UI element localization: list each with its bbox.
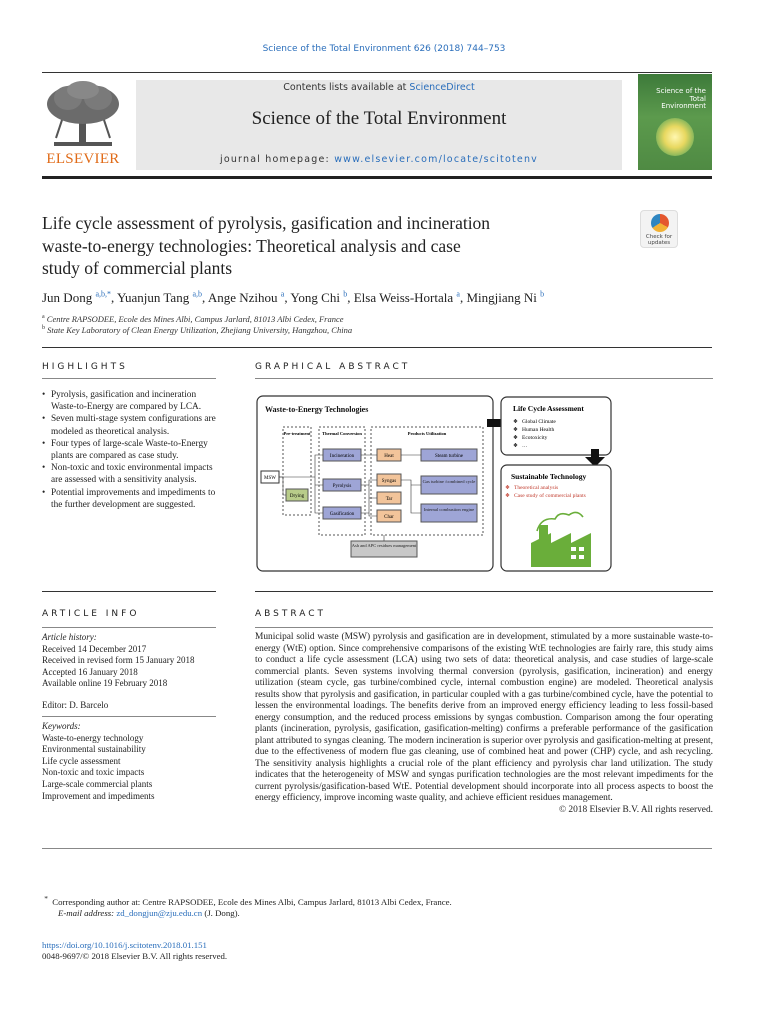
graphical-abstract-figure[interactable] xyxy=(255,383,715,573)
highlights-list xyxy=(42,389,218,511)
abstract-text: Municipal solid waste (MSW) pyrolysis and gasification are in development, stimulated by a more sustainable waste-to-energy (WtE) option. Since comprehensive comparisons of the existing WtE technologies are fairly rare, this study aims to conduct a life cycle assessment (LCA) using two sets of data: theoretical analysis, and case studies of large-scale commercial plants. Seven systems involving thermal conversion (pyrolysis, gasification, incineration) and energy utilization (steam cycle, gas turbine/combined cycle, internal combustion engine) are modeled. Theoretical analysis results show that pyrolysis and gasification, in particular coupled with a gas turbine/combined cycle, have the potential to lessen the environmental loadings. The benefits derive from an improved energy efficiency leading to less fossil-based energy consumption, and the reduced process emissions by syngas combustion. Comparison among the four operating plants (incineration, pyrolysis, gasification, gasification-melting) confirms a preferable performance of the gasification plant attributed to syngas cleaning. The modern incineration is superior over pyrolysis and gasification-melting at present, due to the effectiveness of modern flue gas cleaning, use of combined heat and power (CHP) cycle, and ash recycling. The sensitivity analysis highlights a crucial role of the plant efficiency and pyrolysis char land utilization. The study indicates that the heterogeneity of MSW and syngas purification technologies are the most relevant impediments for the current pyrolysis/gasification-based WtE. Potential development should incorporate into all process aspects to boost the energy efficiency, improve incoming waste quality, and achieve efficient residues management. xyxy=(255,632,713,803)
author[interactable]: Ange Nzihou $^a$, xyxy=(207,289,291,305)
tar-label: Tar xyxy=(385,497,393,502)
crossmark-icon xyxy=(651,214,669,232)
pyrolysis-label: Pyrolysis xyxy=(332,484,352,489)
editor: Editor: D. Barcelo xyxy=(42,700,109,710)
sciencedirect-link[interactable]: ScienceDirect xyxy=(409,82,475,93)
wte-title: Waste-to-Energy Technologies xyxy=(265,405,369,414)
issn-line: 0048-9697/© 2018 Elsevier B.V. All rights reserved. xyxy=(42,951,228,961)
history-item: Received 14 December 2017 xyxy=(42,643,147,654)
history-item: Received in revised form 15 January 2018 xyxy=(42,655,195,666)
keywords-rule xyxy=(42,716,216,717)
publisher-name: ELSEVIER xyxy=(46,151,120,167)
article-title xyxy=(42,212,602,280)
graphical-abstract-heading: GRAPHICAL ABSTRACT xyxy=(255,362,411,372)
title-line-1: Life cycle assessment of pyrolysis, gasification and incineration xyxy=(42,213,491,233)
lca-bullet-icon: ❖ xyxy=(513,435,518,441)
check-updates-line2: updates xyxy=(647,240,671,246)
highlight-item: • Four types of large-scale Waste-to-Energy plants are compared as case study. xyxy=(42,438,218,462)
author[interactable]: Yuanjun Tang $^{a,b}$, xyxy=(117,289,208,305)
lca-item: Ecotoxicity xyxy=(522,435,548,441)
homepage-prefix: journal homepage: xyxy=(219,154,335,165)
journal-banner xyxy=(136,80,622,170)
lca-bullet-icon: ❖ xyxy=(513,427,518,433)
elsevier-logo xyxy=(42,80,124,168)
st-bullet-icon: ❖ xyxy=(505,493,510,499)
history-item: Available online 19 February 2018 xyxy=(42,678,168,689)
affiliation-b: $^b$ State Key Laboratory of Clean Energy Utilization, Zhejiang University, Hangzhou, China xyxy=(42,325,353,335)
products-label: Products Utilization xyxy=(407,431,447,436)
check-for-updates-button[interactable] xyxy=(640,210,678,248)
contents-prefix: Contents lists available at xyxy=(283,82,410,93)
cover-flower-icon xyxy=(656,118,694,156)
masthead-bottom-rule xyxy=(42,176,712,179)
section-rule xyxy=(42,591,216,592)
author[interactable]: Elsa Weiss-Hortala $^a$, xyxy=(353,289,467,305)
keyword: Environmental sustainability xyxy=(42,744,146,755)
steam-turbine-label: Steam turbine xyxy=(435,454,463,459)
elsevier-tree-icon xyxy=(42,80,124,150)
abstract-body xyxy=(255,632,713,816)
st-bullet-icon: ❖ xyxy=(505,485,510,491)
keyword: Life cycle assessment xyxy=(42,755,121,766)
title-line-2: waste-to-energy technologies: Theoretical analysis and case xyxy=(42,235,461,256)
article-info-heading: ARTICLE INFO xyxy=(42,609,140,619)
check-updates-line1: Check for xyxy=(645,234,673,240)
highlights-rule xyxy=(42,378,216,379)
masthead-top-rule xyxy=(42,72,712,73)
email-line: E-mail address: zd_dongjun@zju.edu.cn (J. Dong). xyxy=(58,908,240,919)
highlight-item: • Potential improvements and impediments to the further development are suggested. xyxy=(42,487,218,511)
abstract-copyright: © 2018 Elsevier B.V. All rights reserved. xyxy=(558,804,713,815)
history-label: Article history: xyxy=(42,632,97,642)
lca-item: Global Climate xyxy=(522,419,556,425)
homepage-link[interactable]: www.elsevier.com/locate/scitotenv xyxy=(334,154,539,165)
ice-label: Internal combustion engine xyxy=(423,507,475,512)
gasification-label: Gasification xyxy=(329,512,355,517)
author[interactable]: Mingjiang Ni $^b$ xyxy=(466,289,545,305)
journal-reference[interactable]: Science of the Total Environment 626 (2018) 744–753 xyxy=(262,44,506,54)
lca-title: Life Cycle Assessment xyxy=(513,404,584,413)
pretreatment-label: Pre-treatment xyxy=(283,431,311,436)
lca-bullet-icon: ❖ xyxy=(513,443,518,449)
corresponding-author: * Corresponding author at: Centre RAPSODEE, Ecole des Mines Albi, Campus Jarlard, 81013 Albi Cedex, France. xyxy=(44,894,452,907)
section-rule xyxy=(42,347,712,348)
heat-label: Heat xyxy=(384,454,394,459)
cover-title xyxy=(644,88,706,111)
highlight-item: • Pyrolysis, gasification and incineration Waste-to-Energy are compared by LCA. xyxy=(42,389,218,413)
keyword: Large-scale commercial plants xyxy=(42,778,153,789)
title-line-3: study of commercial plants xyxy=(42,258,233,278)
keywords xyxy=(42,721,154,802)
contents-line xyxy=(136,82,622,93)
corresponding-footnote xyxy=(42,893,712,920)
highlight-item: • Non-toxic and toxic environmental impacts are assessed with a sensitivity analysis. xyxy=(42,462,218,486)
incineration-label: Incineration xyxy=(329,454,355,459)
section-rule xyxy=(255,591,713,592)
abstract-bottom-rule xyxy=(42,848,712,849)
graphical-abstract-rule xyxy=(255,378,713,379)
journal-cover xyxy=(638,74,712,170)
cover-title-line1: Science of the xyxy=(656,87,706,95)
st-item: Theoretical analysis xyxy=(514,485,559,491)
char-label: Char xyxy=(384,515,394,520)
author-list xyxy=(42,290,702,306)
msw-label: MSW xyxy=(264,476,276,481)
keyword: Waste-to-energy technology xyxy=(42,732,144,743)
lca-bullet-icon: ❖ xyxy=(513,419,518,425)
cover-title-line2: Total Environment xyxy=(661,94,706,111)
journal-homepage xyxy=(136,154,622,165)
highlights-heading: HIGHLIGHTS xyxy=(42,362,128,372)
abstract-heading: ABSTRACT xyxy=(255,609,327,619)
keyword: Improvement and impediments xyxy=(42,790,155,801)
st-title: Sustainable Technology xyxy=(511,472,587,481)
affiliation-a: $^a$ Centre RAPSODEE, Ecole des Mines Albi, Campus Jarlard, 81013 Albi Cedex, France xyxy=(42,314,344,324)
keyword: Non-toxic and toxic impacts xyxy=(42,767,145,778)
author[interactable]: Jun Dong $^{a,b,*}$, xyxy=(42,289,118,305)
syngas-label: Syngas xyxy=(381,479,397,484)
gas-turbine-label: Gas turbine /combined cycle xyxy=(422,479,476,484)
history-item: Accepted 16 January 2018 xyxy=(42,666,138,677)
check-updates-label xyxy=(641,234,677,246)
thermal-label: Thermal Conversion xyxy=(322,431,362,436)
author[interactable]: Yong Chi $^b$, xyxy=(290,289,354,305)
abstract-rule xyxy=(255,627,713,628)
drying-label: Drying xyxy=(289,494,305,499)
highlight-item: • Seven multi-stage system configurations are modeled as theoretical analysis. xyxy=(42,413,218,437)
doi-link[interactable]: https://doi.org/10.1016/j.scitotenv.2018.01.151 xyxy=(42,940,207,950)
article-info-rule xyxy=(42,627,216,628)
ash-label: Ash and APC residues management xyxy=(351,543,417,548)
lca-item: Human Health xyxy=(522,427,555,433)
st-item: Case study of commercial plants xyxy=(514,493,586,499)
article-history xyxy=(42,632,194,690)
journal-title: Science of the Total Environment xyxy=(251,108,507,129)
keywords-label: Keywords: xyxy=(42,721,81,731)
lca-item: … xyxy=(522,443,528,449)
email-link[interactable]: zd_dongjun@zju.edu.cn xyxy=(116,908,203,919)
